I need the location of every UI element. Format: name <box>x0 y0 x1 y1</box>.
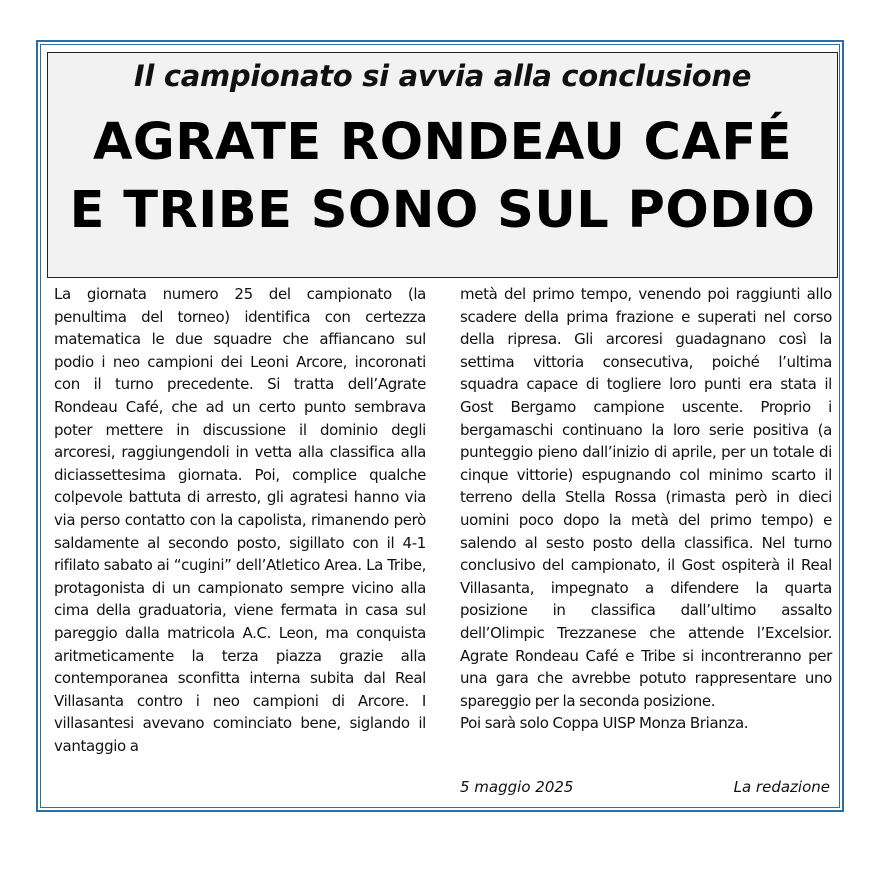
column-2-text: metà del primo tempo, venendo poi raggiunti allo scadere della prima frazione e superati nel corso della ripresa. Gli arcoresi guadagnano così la settima vittoria consecutiva, poiché l’ultima squadra capace di togliere loro punti era stata il Gost Bergamo campione uscente. Proprio i bergamaschi continuano la loro serie positiva (a punteggio pieno dall’inizio di aprile, per un totale di cinque vittorie) espugnando col minimo scarto il terreno della Stella Rossa (rimasta però in dieci uomini poco dopo la metà del primo tempo) e salendo al sesto posto della classifica. Nel turno conclusivo del campionato, il Gost ospiterà il Real Villasanta, impegnato a difendere la quarta posizione in classifica dall’ultimo assalto dell’Olimpic Trezzanese che attende l’Excelsior. Agrate Rondeau Café e Tribe si incontreranno per una gara che avrebbe potuto rappresentare uno spareggio per la seconda posizione. <box>460 285 832 710</box>
headline-box <box>47 52 838 278</box>
article-column-2 <box>460 283 832 735</box>
kicker: Il campionato si avvia alla conclusione <box>133 59 752 93</box>
headline-line-2: E TRIBE SONO SUL PODIO <box>69 181 816 240</box>
signature-line <box>460 778 830 796</box>
column-1-text: La giornata numero 25 del campionato (la penultima del torneo) identifica con certezza matematica le due squadre che affiancano sul podio i neo campioni dei Leoni Arcore, incoronati con il turno precedente. Si tratta dell’Agrate Rondeau Café, che ad un certo punto sembrava poter mettere in discussione il dominio degli arcoresi, raggiungendoli in vetta alla classifica alla diciassettesima giornata. Poi, complice qualche colpevole battuta di arresto, gli agratesi hanno via via perso contatto con la capolista, rimanendo però saldamente al secondo posto, sigillato con il 4-1 rifilato sabato ai “cugini” dell’Atletico Area. La Tribe, protagonista di un campionato sempre vicino alla cima della graduatoria, viene fermata in casa sul pareggio dalla matricola A.C. Leon, ma conquista aritmeticamente la terza piazza grazie alla contemporanea sconfitta interna subita dal Real Villasanta contro i neo campioni di Arcore. I villasantesi avevano cominciato bene, siglando il vantaggio a <box>54 285 426 755</box>
article-author: La redazione <box>733 778 830 796</box>
closing-line: Poi sarà solo Coppa UISP Monza Brianza. <box>460 714 749 733</box>
headline <box>48 109 837 245</box>
headline-line-1: AGRATE RONDEAU CAFÉ <box>92 113 793 172</box>
article-date: 5 maggio 2025 <box>460 778 574 796</box>
article-column-1 <box>54 283 426 803</box>
